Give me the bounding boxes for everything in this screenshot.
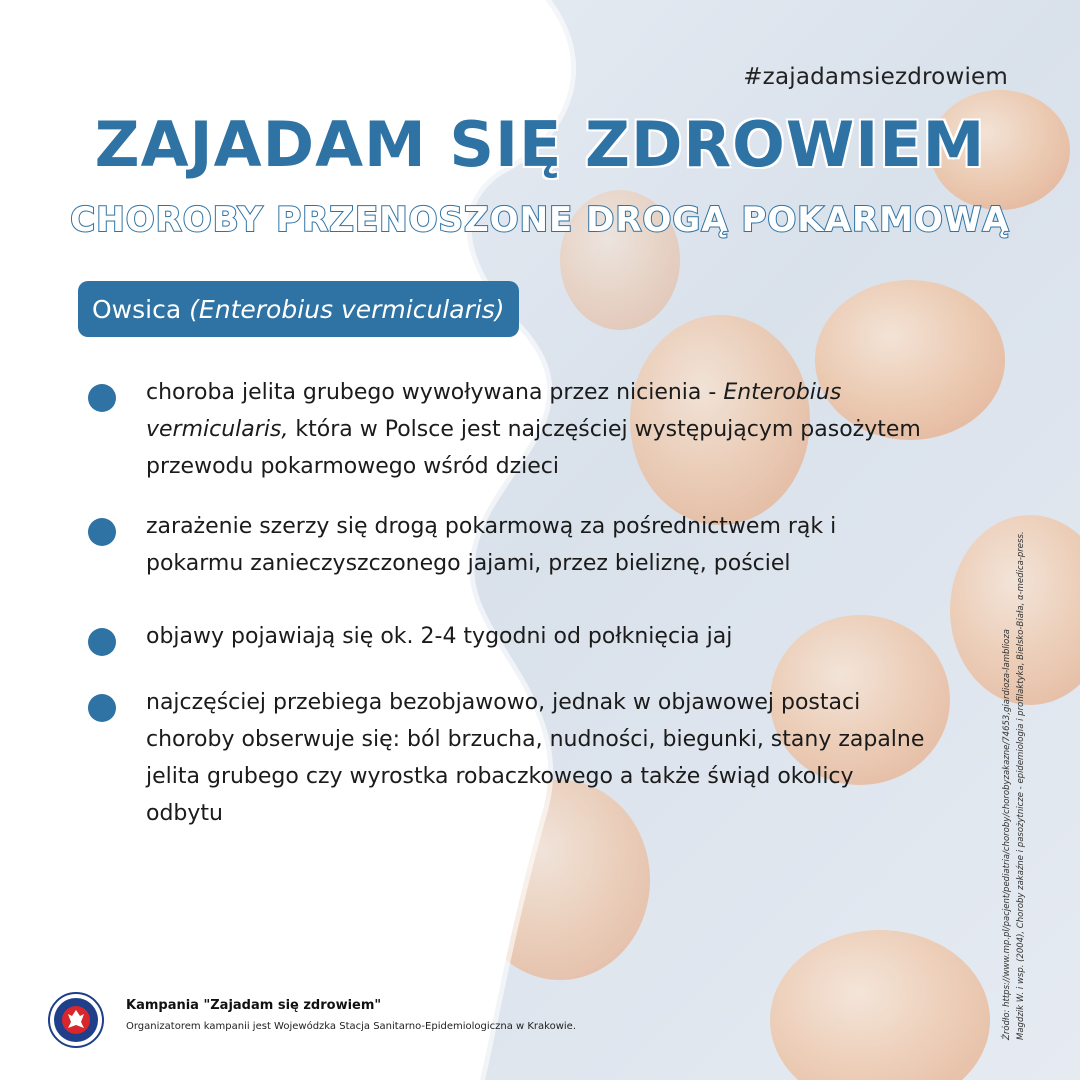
list-item (88, 374, 926, 485)
disease-badge (78, 281, 519, 337)
source-line-2: Magdzik W. i wsp. (2004), Choroby zakaźne i pasożytnicze - epidemiologia i profilaktyka, Bielsko-Biała, α-medica-press. (1016, 531, 1026, 1040)
bullet-dot-icon (88, 384, 116, 412)
footer-organizer-text: Organizatorem kampanii jest Wojewódzka Stacja Sanitarno-Epidemiologiczna w Krakowie. (126, 1021, 577, 1032)
sanitary-inspection-logo (48, 992, 104, 1048)
footer-campaign-title: Kampania "Zajadam się zdrowiem" (126, 998, 382, 1013)
list-item-text: najczęściej przebiega bezobjawowo, jednak w objawowej postaci choroby obserwuje się: ból brzucha, nudności, biegunki, stany zapalne jelita grubego czy wyrostka robaczkowego a także świąd okolicy odbytu (146, 690, 925, 826)
source-line-1: Źródło: https://www.mp.pl/pacjent/pediatria/choroby/chorobyzakazne/74653,giardioza-lamblioza (1002, 628, 1012, 1040)
list-item (88, 618, 926, 656)
bullet-dot-icon (88, 628, 116, 656)
hashtag: #zajadamsiezdrowiem (743, 64, 1008, 90)
list-item-text: choroba jelita grubego wywoływana przez nicienia - Enterobius vermicularis, która w Polsce jest najczęściej występującym pasożytem przewodu pokarmowego wśród dzieci (146, 380, 921, 479)
list-item (88, 684, 926, 832)
list-item-text: objawy pojawiają się ok. 2-4 tygodni od połknięcia jaj (146, 624, 733, 649)
source-citation (1000, 531, 1028, 1040)
page-title: ZAJADAM SIĘ ZDROWIEM (94, 108, 986, 181)
bullet-dot-icon (88, 518, 116, 546)
list-item-text: zarażenie szerzy się drogą pokarmową za pośrednictwem rąk i pokarmu zanieczyszczonego jajami, przez bieliznę, pościel (146, 514, 837, 576)
disease-latin-name: (Enterobius vermicularis) (189, 294, 505, 324)
disease-name: Owsica (92, 294, 182, 324)
page-subtitle: CHOROBY PRZENOSZONE DROGĄ POKARMOWĄ (70, 200, 1010, 240)
list-item (88, 508, 926, 582)
bullet-dot-icon (88, 694, 116, 722)
